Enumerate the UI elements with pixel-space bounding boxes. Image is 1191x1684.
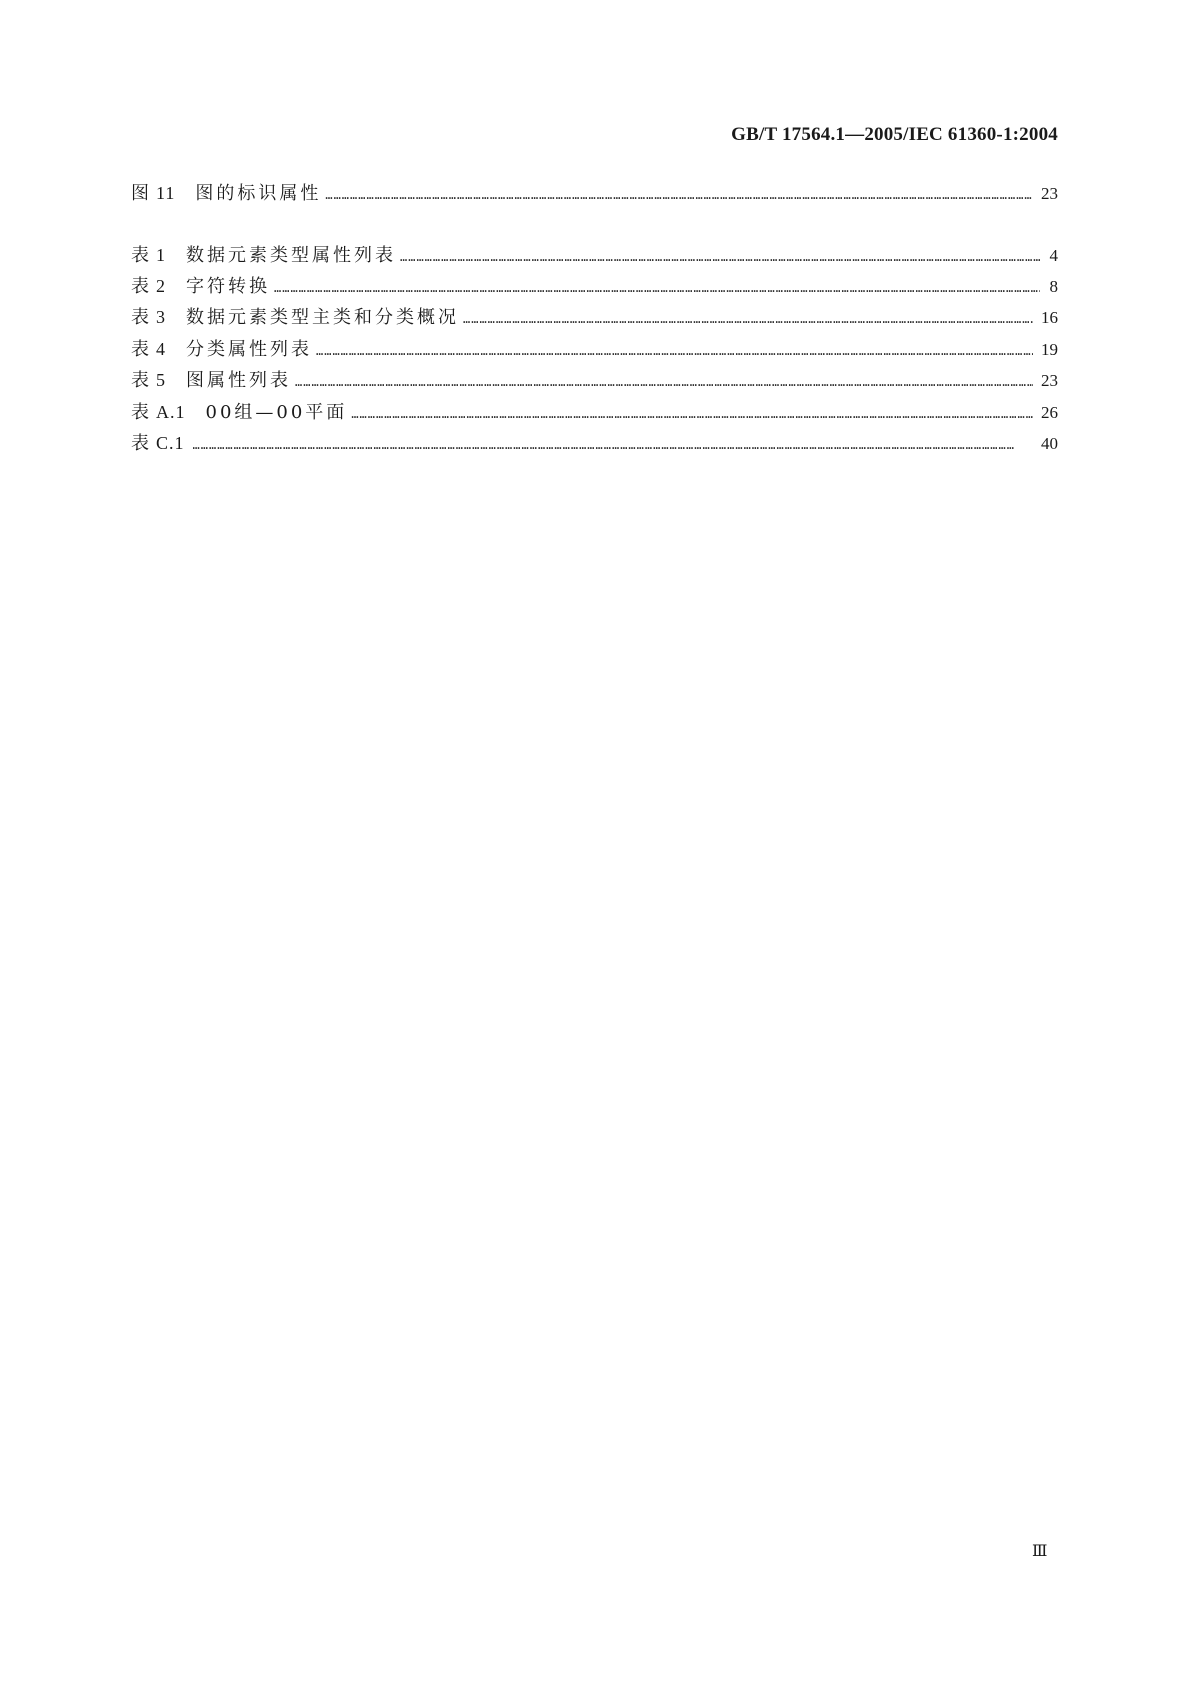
toc-dot-leader	[274, 276, 1040, 300]
toc-entry-label: 表 5	[131, 370, 166, 391]
toc-dot-leader	[316, 339, 1033, 363]
page-header-standard-code: GB/T 17564.1—2005/IEC 61360-1:2004	[731, 124, 1058, 145]
toc-dot-leader	[325, 183, 1033, 207]
toc-entry-title: 字符转换	[186, 276, 270, 297]
toc-dot-leader	[463, 307, 1033, 331]
toc-entry-label: 表 C.1	[131, 433, 185, 454]
page-number: Ⅲ	[1032, 1543, 1047, 1560]
toc-entry-label: 表 3	[131, 307, 166, 328]
toc-entry-label: 图 11	[131, 183, 176, 204]
toc-entry-title: 00组—00平面	[205, 402, 348, 423]
toc-entry-table-1[interactable]	[131, 243, 1058, 267]
toc-entry-table-a1[interactable]	[131, 400, 1058, 424]
toc-entry-title: 图的标识属性	[195, 183, 322, 204]
toc-entry-table-c1[interactable]	[131, 431, 1058, 455]
toc-entry-title: 数据元素类型主类和分类概况	[186, 307, 459, 328]
toc-entry-title: 数据元素类型属性列表	[186, 245, 396, 266]
toc-entry-page: 16	[1041, 308, 1058, 327]
toc-entry-page: 4	[1049, 246, 1058, 265]
toc-entry-label: 表 2	[131, 276, 166, 297]
toc-entry-page: 23	[1041, 371, 1058, 390]
toc-entry-page: 8	[1049, 277, 1058, 296]
toc-entry-table-4[interactable]	[131, 337, 1058, 361]
toc-dot-leader	[193, 433, 1033, 457]
toc-entry-table-3[interactable]	[131, 305, 1058, 329]
toc-entry-page: 19	[1041, 340, 1058, 359]
toc-entry-page: 40	[1041, 434, 1058, 453]
toc-entry-figure-11[interactable]	[131, 181, 1058, 205]
toc-entry-label: 表 4	[131, 339, 166, 360]
toc-dot-leader	[400, 245, 1040, 269]
toc-entry-label: 表 1	[131, 245, 166, 266]
toc-entry-table-5[interactable]	[131, 368, 1058, 392]
toc-entry-page: 26	[1041, 403, 1058, 422]
toc-dot-leader	[351, 402, 1033, 426]
toc-dot-leader	[295, 370, 1033, 394]
toc-entry-label: 表 A.1	[131, 402, 186, 423]
toc-entry-title: 图属性列表	[186, 370, 291, 391]
toc-entry-title: 分类属性列表	[186, 339, 312, 360]
toc-entry-table-2[interactable]	[131, 274, 1058, 298]
toc-entry-page: 23	[1041, 184, 1058, 203]
